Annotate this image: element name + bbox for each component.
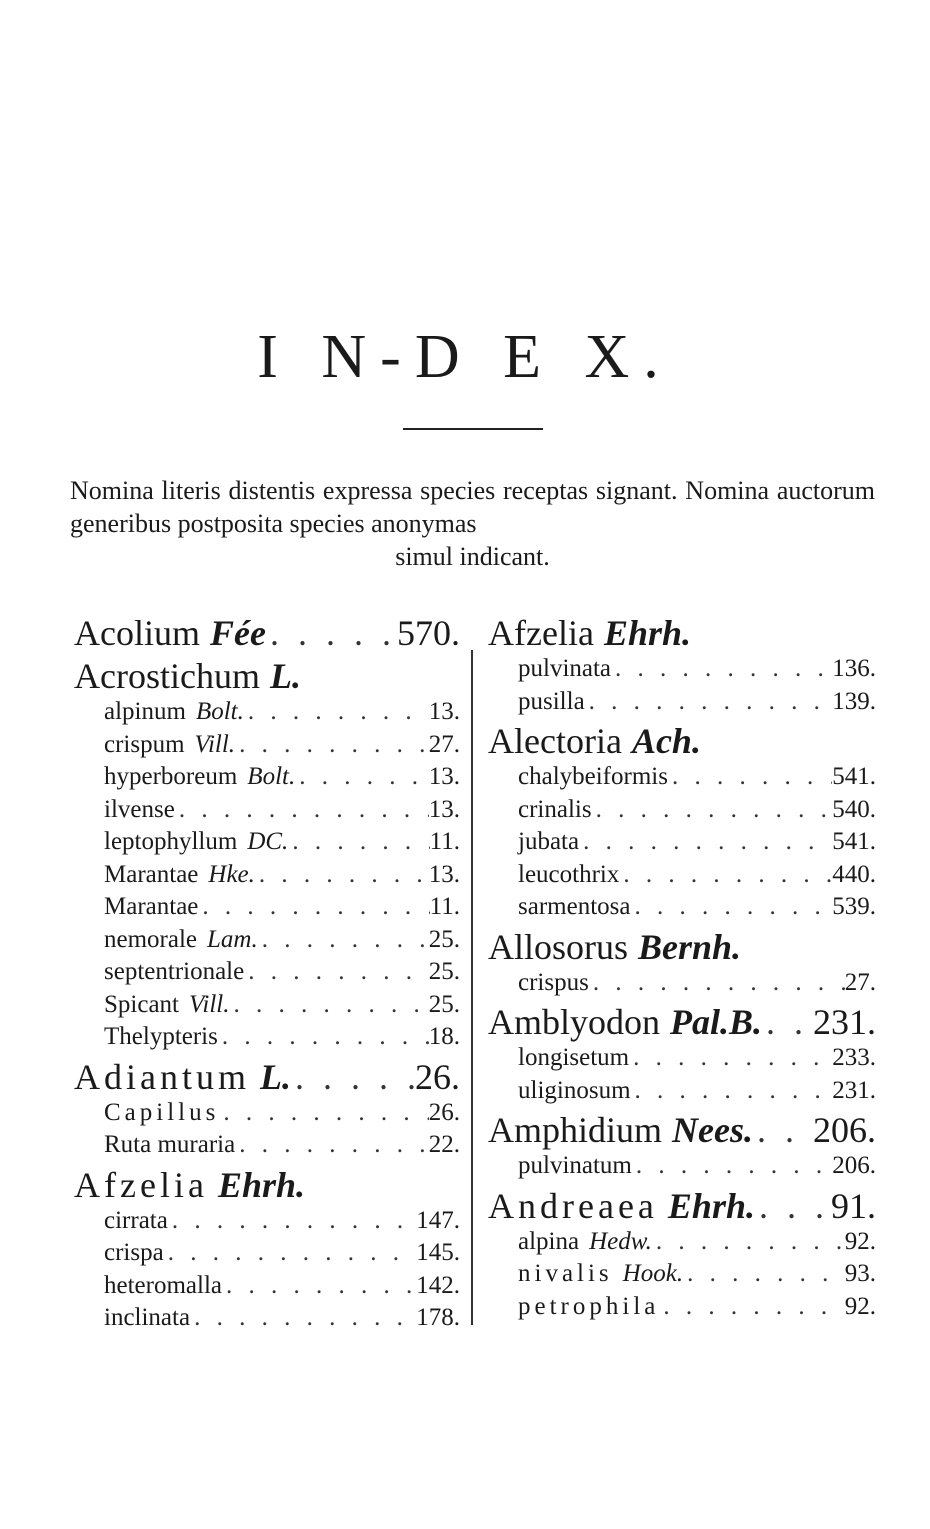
leader-dots [668,763,832,791]
entry-name: Acolium [74,613,200,653]
leader-dots [198,893,429,921]
index-entry-species [488,893,876,926]
entry-name: sarmentosa [518,893,631,920]
leader-dots [295,763,429,791]
entry-page-number: 25. [428,925,460,953]
index-entry-genus [488,1001,876,1044]
leader-dots [164,1239,417,1267]
entry-page-number: 206. [813,1110,876,1150]
entry-author: Hedw. [589,1227,652,1255]
index-entry-species [74,796,460,829]
index-entry-species [488,969,876,1002]
leader-dots [611,655,832,683]
index-entry-species [74,893,460,926]
intro-line-3: simul indicant. [395,542,550,571]
leader-dots [255,861,429,889]
leader-dots [288,828,429,856]
leader-dots [579,828,832,856]
entry-name: longisetum [518,1044,630,1071]
entry-author: Hke. [208,860,255,888]
index-entry-species [488,796,876,829]
entry-name: nemorale [104,925,198,953]
entry-name: cirrata [104,1206,168,1234]
index-entry-species [488,1152,876,1185]
entry-author: Ehrh. [217,1164,306,1205]
index-entry-species [488,763,876,796]
entry-name: Capillus [104,1098,220,1126]
entry-name: crispum [104,730,185,758]
entry-author: Ehrh. [667,1185,755,1226]
entry-page-number: 178. [416,1304,460,1331]
entry-page-number: 540. [832,795,876,823]
index-entry-genus [488,720,876,763]
entry-name: leptophyllum [104,828,238,855]
entry-author: Ehrh. [603,613,692,653]
entry-name: crinalis [518,795,592,823]
entry-page-number: 25. [428,958,460,985]
entry-author: Lam. [207,925,258,953]
entry-page-number: 25. [428,990,460,1018]
leader-dots [683,1260,845,1288]
index-entry-species [488,655,876,688]
entry-author: Vill. [189,990,230,1018]
entry-author: Ach. [631,721,701,761]
entry-page-number: 13. [428,763,460,790]
entry-author: Hook. [622,1260,684,1287]
leader-dots [630,893,832,921]
index-entry-species [74,1272,460,1305]
index-entry-species [74,1239,460,1272]
leader-dots [168,1207,416,1235]
entry-page-number: 91. [831,1185,876,1226]
entry-page-number: 206. [832,1152,876,1179]
entry-page-number: 22. [428,1131,460,1158]
entry-author: Pal.B. [670,1002,763,1042]
intro-line-2: Nomina auctorum generibus postposita species anonymas [70,476,875,538]
index-entry-species [488,828,876,861]
leader-dots [222,1272,416,1300]
entry-page-number: 92. [844,1227,876,1255]
entry-author: DC. [247,828,289,855]
leader-dots [258,926,429,954]
index-entry-species [74,1304,460,1337]
entry-author: L. [269,656,301,696]
entry-page-number: 233. [832,1044,876,1071]
entry-author: Bolt. [195,698,244,725]
entry-name: Afzelia [488,613,594,653]
entry-name: petrophila [518,1292,660,1320]
entry-name: Adiantum [74,1056,250,1097]
index-entry-species [74,926,460,959]
entry-page-number: 26. [428,1098,460,1126]
entry-page-number: 145. [416,1239,460,1266]
intro-note [70,474,875,573]
entry-name: septentrionale [104,958,245,985]
entry-author: Nees. [672,1110,753,1150]
entry-name: pulvinata [518,655,612,682]
index-entry-species [74,1023,460,1056]
entry-author: Vill. [194,730,236,758]
entry-name: ilvense [104,795,175,823]
entry-page-number: 570. [397,613,460,653]
entry-page-number: 93. [844,1260,876,1287]
entry-name: Spicant [104,990,179,1018]
intro-line-1: Nomina literis distentis expressa species receptas signant. [70,476,678,505]
leader-dots [755,1185,831,1227]
leader-dots [190,1304,416,1332]
leader-dots [244,958,429,986]
entry-page-number: 13. [428,860,460,888]
entry-page-number: 92. [844,1292,876,1320]
leader-dots [235,731,429,759]
entry-page-number: 13. [428,698,460,725]
leader-dots [291,1056,415,1098]
index-entry-species [74,861,460,894]
entry-name: Acrostichum [74,656,260,696]
index-entry-species [488,1293,876,1326]
entry-name: Andreaea [488,1185,658,1226]
entry-name: Thelypteris [104,1023,218,1050]
entry-name: Amblyodon [488,1002,661,1042]
entry-name: alpinum [104,698,186,725]
entry-name: Ruta muraria [104,1131,236,1158]
title-rule [403,428,543,430]
entry-author: Bernh. [638,926,742,967]
entry-name: alpina [518,1227,580,1255]
index-entry-genus [74,612,460,655]
column-divider [471,650,473,1325]
index-entry-species [488,1077,876,1110]
entry-name: Marantae [104,860,199,888]
leader-dots [659,1293,844,1321]
index-entry-genus [488,612,876,655]
entry-page-number: 231. [813,1002,876,1042]
index-entry-species [74,1099,460,1132]
leader-dots [753,1109,813,1151]
entry-name: inclinata [104,1304,191,1331]
entry-page-number: 26. [415,1056,460,1097]
index-entry-species [488,688,876,721]
entry-name: leucothrix [518,860,620,888]
leader-dots [589,969,845,997]
index-entry-species [74,698,460,731]
leader-dots [175,796,429,824]
index-column-right [488,612,876,1325]
leader-dots [762,1001,813,1043]
index-entry-species [488,1044,876,1077]
entry-author: Bolt. [247,763,296,790]
entry-page-number: 440. [832,860,876,888]
entry-name: Alectoria [488,721,622,761]
index-entry-genus [488,926,876,969]
entry-page-number: 11. [429,893,460,920]
index-entry-species [488,1260,876,1293]
index-entry-species [74,731,460,764]
entry-page-number: 27. [844,968,876,996]
index-entry-species [488,861,876,894]
entry-page-number: 539. [832,893,876,920]
index-entry-species [74,1131,460,1164]
entry-name: Afzelia [74,1164,208,1205]
leader-dots [244,698,429,726]
index-entry-species [488,1228,876,1261]
leader-dots [218,1023,429,1051]
index-entry-genus [488,1109,876,1152]
leader-dots [629,1044,832,1072]
leader-dots [632,1152,832,1180]
entry-page-number: 139. [832,687,876,715]
entry-name: crispa [104,1239,164,1266]
entry-name: uliginosum [518,1076,631,1104]
entry-name: Allosorus [488,926,629,967]
leader-dots [219,1099,428,1127]
entry-page-number: 13. [428,795,460,823]
index-entry-species [74,763,460,796]
leader-dots [585,688,833,716]
leader-dots [266,612,397,654]
page-title: I N-D E X. [257,323,673,391]
entry-page-number: 541. [832,828,876,855]
entry-name: jubata [518,828,580,855]
leader-dots [230,991,429,1019]
leader-dots [619,861,832,889]
entry-name: crispus [518,968,589,996]
index-entry-genus [488,1185,876,1228]
index-entry-genus [74,655,460,698]
entry-page-number: 11. [429,828,460,855]
leader-dots [631,1077,833,1105]
index-column-left [74,612,460,1337]
leader-dots [235,1131,429,1159]
entry-page-number: 18. [428,1023,460,1050]
entry-name: Marantae [104,893,199,920]
entry-page-number: 541. [832,763,876,790]
leader-dots [652,1228,845,1256]
entry-name: heteromalla [104,1271,222,1299]
index-entry-genus [74,1056,460,1099]
index-entry-species [74,1207,460,1240]
index-entry-species [74,958,460,991]
leader-dots [592,796,833,824]
entry-author: Fée [209,613,266,653]
index-entry-species [74,828,460,861]
entry-page-number: 231. [832,1076,876,1104]
index-entry-genus [74,1164,460,1207]
entry-page-number: 142. [416,1271,460,1299]
entry-name: pulvinatum [518,1152,632,1179]
entry-name: chalybeiformis [518,763,668,790]
entry-page-number: 147. [416,1206,460,1234]
entry-page-number: 27. [428,730,460,758]
entry-name: pusilla [518,687,585,715]
entry-name: Amphidium [488,1110,663,1150]
entry-author: L. [259,1056,291,1097]
entry-page-number: 136. [832,655,876,682]
entry-name: hyperboreum [104,763,238,790]
entry-name: nivalis [518,1260,613,1287]
index-entry-species [74,991,460,1024]
